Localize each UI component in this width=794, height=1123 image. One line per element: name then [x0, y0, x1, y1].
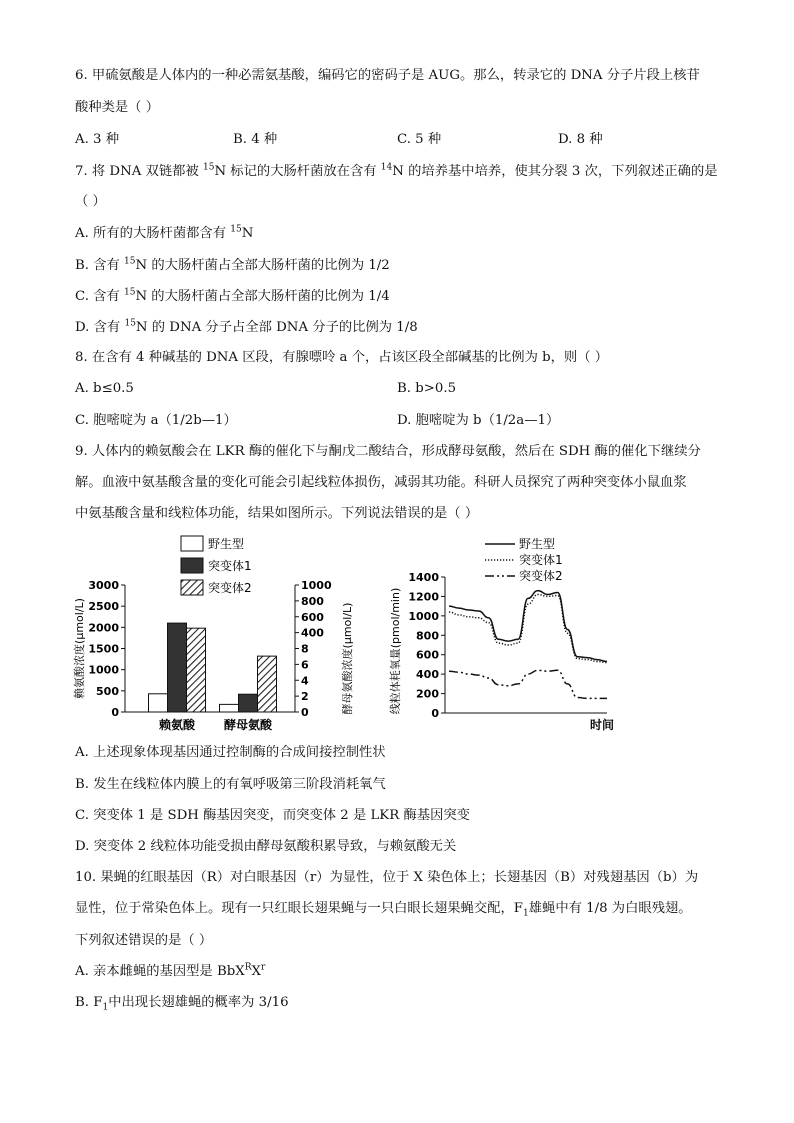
legend-swatch-3 [181, 580, 203, 595]
right-tick-label: 1000 [301, 579, 332, 592]
oxygen-consumption-line-chart [385, 530, 635, 735]
y-tick-label: 600 [416, 648, 439, 662]
y-tick-label: 0 [431, 707, 439, 720]
q8-line1: 8. 在含有 4 种碱基的 DNA 区段，有腺嘌呤 a 个，占该区段全部碱基的比例为 b，则（ ） [75, 350, 609, 365]
right-tick-label: 0 [301, 706, 309, 719]
left-tick-label: 1000 [88, 663, 119, 677]
category-label: 酵母氨酸 [223, 718, 273, 732]
q7-option-a: A. 所有的大肠杆菌都含有 $^{15}$N [75, 224, 254, 241]
y-axis-label: 线粒体耗氧量(pmol/min) [389, 587, 402, 715]
q6-option-d: D. 8 种 [558, 132, 603, 147]
q10-line3: 下列叙述错误的是（ ） [75, 933, 213, 948]
right-tick-label: 800 [301, 594, 324, 608]
q9-line1: 9. 人体内的赖氨酸会在 LKR 酶的催化下与酮戊二酸结合，形成酵母氨酸，然后在 SDH 酶的催化下继续分 [75, 444, 701, 459]
bar-野生型-赖氨酸 [149, 694, 168, 712]
category-label: 赖氨酸 [158, 718, 196, 732]
q9-option-a: A. 上述现象体现基因通过控制酶的合成间接控制性状 [75, 745, 386, 760]
right-tick-label: 8 [301, 642, 309, 656]
right-tick-label: 6 [301, 658, 309, 672]
q6-line2: 酸种类是（ ） [75, 100, 160, 115]
q6-option-c: C. 5 种 [397, 132, 442, 147]
y-tick-label: 400 [416, 668, 439, 682]
legend-swatch-1 [181, 536, 203, 551]
y-tick-label: 1400 [408, 571, 439, 584]
left-tick-label: 0 [111, 706, 119, 719]
x-axis-label: 时间 [589, 718, 615, 732]
left-tick-label: 3000 [88, 579, 119, 592]
amino-acid-bar-chart [70, 530, 360, 735]
q8-option-b: B. b>0.5 [397, 381, 457, 396]
q6-option-b: B. 4 种 [233, 132, 278, 147]
left-axis-label: 赖氨酸浓度(μmol/L) [73, 598, 86, 699]
q7-line1: 7. 将 DNA 双链都被 $^{15}$N 标记的大肠杆菌放在含有 $^{14}$N 的培养基中培养，使其分裂 3 次，下列叙述正确的是 [75, 162, 718, 179]
right-tick-label: 600 [301, 610, 324, 624]
legend-swatch-2 [181, 558, 203, 573]
right-axis-label: 酵母氨酸浓度(μmol/L) [341, 602, 354, 715]
legend-label-1: 野生型 [519, 537, 556, 551]
q6-line1: 6. 甲硫氨酸是人体内的一种必需氨基酸，编码它的密码子是 AUG。那么，转录它的 DNA 分子片段上核苷 [75, 68, 700, 83]
q8-option-d: D. 胞嘧啶为 b（1/2a—1） [397, 413, 560, 428]
y-tick-label: 1200 [408, 590, 439, 604]
q9-line2: 解。血液中氨基酸含量的变化可能会引起线粒体损伤，减弱其功能。科研人员探究了两种突变体小鼠血浆 [75, 475, 687, 490]
q7-option-c: C. 含有 $^{15}$N 的大肠杆菌占全部大肠杆菌的比例为 1/4 [75, 287, 390, 304]
right-tick-label: 400 [301, 626, 324, 640]
y-tick-label: 1000 [408, 609, 439, 623]
left-tick-label: 1500 [88, 642, 119, 656]
q10-line2: 显性，位于常染色体上。现有一只红眼长翅果蝇与一只白眼长翅果蝇交配，$F_1$雄蝇中有 1/8 为白眼残翅。 [75, 901, 692, 919]
left-tick-label: 500 [96, 684, 119, 698]
bar-突变体1-酵母氨酸 [239, 694, 258, 712]
bar-突变体2-酵母氨酸 [258, 656, 277, 712]
series-line-突变体2 [449, 670, 607, 698]
q9-option-d: D. 突变体 2 线粒体功能受损由酵母氨酸积累导致，与赖氨酸无关 [75, 839, 457, 854]
q6-option-a: A. 3 种 [75, 132, 120, 147]
q9-line3: 中氨基酸含量和线粒体功能，结果如图所示。下列说法错误的是（ ） [75, 506, 479, 521]
right-tick-label: 4 [301, 674, 309, 688]
y-tick-label: 200 [416, 687, 439, 701]
q7-option-d: D. 含有 $^{15}$N 的 DNA 分子占全部 DNA 分子的比例为 1/8 [75, 318, 418, 335]
q10-option-b: B. $F_1$中出现长翅雄蝇的概率为 3/16 [75, 995, 289, 1013]
legend-label-3: 突变体2 [208, 581, 252, 595]
bar-突变体2-赖氨酸 [187, 628, 206, 712]
right-tick-label: 2 [301, 690, 309, 704]
legend-label-2: 突变体1 [208, 559, 252, 573]
q10-option-a: A. 亲本雌蝇的基因型是 $BbX^RX^r$ [75, 962, 266, 979]
bar-突变体1-赖氨酸 [168, 623, 187, 712]
left-tick-label: 2500 [88, 600, 119, 614]
q8-option-a: A. b≤0.5 [75, 381, 134, 396]
series-line-突变体1 [449, 595, 607, 663]
legend-label-2: 突变体1 [519, 553, 563, 567]
q9-option-c: C. 突变体 1 是 SDH 酶基因突变，而突变体 2 是 LKR 酶基因突变 [75, 808, 470, 823]
legend-label-1: 野生型 [208, 537, 245, 551]
q7-option-b: B. 含有 $^{15}$N 的大肠杆菌占全部大肠杆菌的比例为 1/2 [75, 256, 390, 273]
q9-option-b: B. 发生在线粒体内膜上的有氧呼吸第三阶段消耗氧气 [75, 777, 386, 792]
q7-line2: （ ） [75, 194, 106, 209]
left-tick-label: 2000 [88, 621, 119, 635]
bar-野生型-酵母氨酸 [220, 704, 239, 712]
series-line-野生型 [449, 591, 607, 662]
y-tick-label: 800 [416, 629, 439, 643]
q8-option-c: C. 胞嘧啶为 a（1/2b—1） [75, 413, 237, 428]
legend-label-3: 突变体2 [519, 569, 563, 583]
q10-line1: 10. 果蝇的红眼基因（R）对白眼基因（r）为显性，位于 X 染色体上；长翅基因（B）对残翅基因（b）为 [75, 870, 699, 885]
